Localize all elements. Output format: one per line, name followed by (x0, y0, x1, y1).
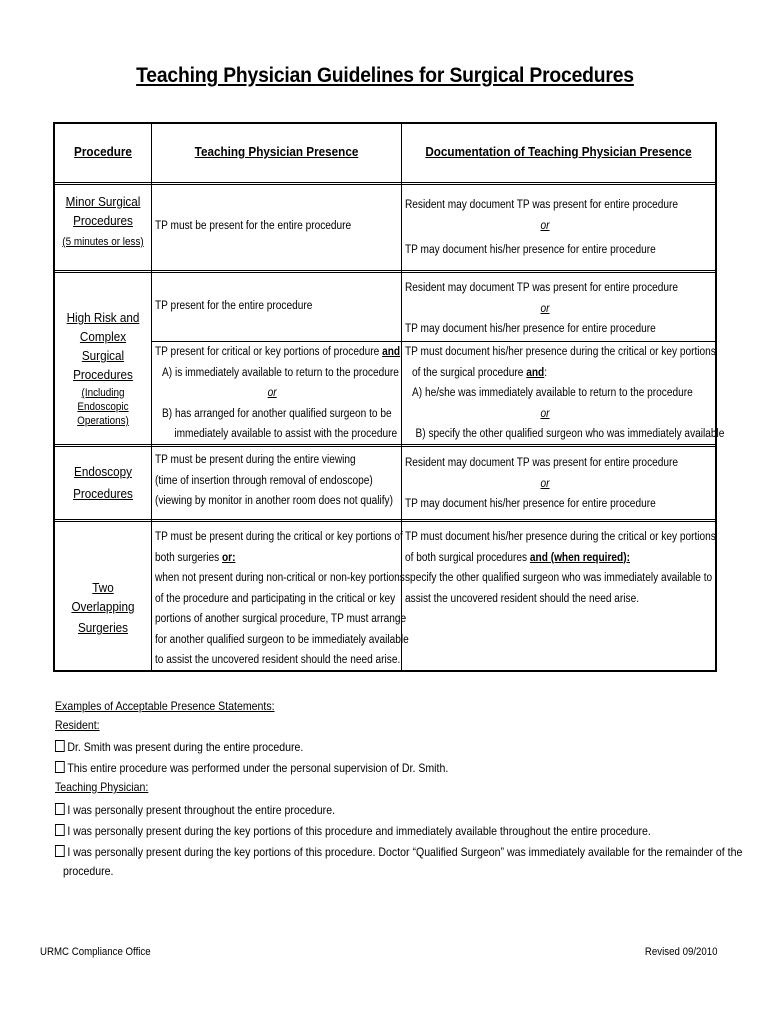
page-title: Teaching Physician Guidelines for Surgical Procedures (136, 64, 634, 87)
header-procedure: Procedure (74, 144, 132, 159)
row-overlapping-procedure: Two Overlapping Surgeries (71, 580, 135, 635)
tp-example-1: I was personally present throughout the entire procedure. (55, 800, 335, 821)
checkbox-icon (55, 845, 65, 857)
row-endoscopy-procedure: Endoscopy Procedures (73, 464, 133, 501)
header-documentation: Documentation of Teaching Physician Presence (425, 144, 692, 159)
row-high-risk-presence-b: TP present for critical or key portions of procedure and: A) is immediately available to return to the procedure or B) has arranged for another qualified surgeon to be immediately available to assist with the procedure (155, 346, 403, 440)
row-divider-3 (55, 519, 715, 522)
row-high-risk-procedure: High Risk and Complex Surgical Procedures (Including Endoscopic Operations) (66, 310, 140, 427)
examples-heading: Examples of Acceptable Presence Statements: (55, 699, 275, 713)
checkbox-icon (55, 803, 65, 815)
teaching-physician-label: Teaching Physician: (55, 780, 149, 794)
tp-example-2: I was personally present during the key portions of this procedure and immediately available throughout the entire procedure. (55, 821, 651, 842)
row-endoscopy-presence: TP must be present during the entire viewing (time of insertion through removal of endoscope) (viewing by monitor in another room does not qualify) (155, 454, 393, 507)
resident-example-2: This entire procedure was performed under the personal supervision of Dr. Smith. (55, 758, 448, 779)
guidelines-table (53, 122, 725, 672)
row-minor-documentation: Resident may document TP was present for entire procedure or TP may document his/her presence for entire procedure (405, 199, 679, 256)
footer-right: Revised 09/2010 (645, 946, 718, 958)
tp-example-3-continued: procedure. (63, 864, 114, 878)
footer-left: URMC Compliance Office (40, 946, 151, 958)
row-high-risk-documentation-b: TP must document his/her presence during the critical or key portions of the surgical procedure and: A) he/she was immediately available to return to the procedure or B) specify the other qualified surgeon who was immediately available (405, 346, 725, 440)
column-divider-1 (151, 124, 152, 670)
resident-label: Resident: (55, 718, 100, 732)
row-minor-procedure: Minor Surgical Procedures (5 minutes or less) (62, 194, 144, 248)
row-divider-1 (55, 270, 715, 273)
resident-example-1: Dr. Smith was present during the entire procedure. (55, 737, 303, 758)
row-endoscopy-documentation: Resident may document TP was present for entire procedure or TP may document his/her presence for entire procedure (405, 457, 679, 510)
row-overlapping-documentation: TP must document his/her presence during the critical or key portions of both surgical procedures and (when required): specify the other qualified surgeon who was immediately available to assist the uncovered resident should the need arise. (405, 531, 716, 605)
row-high-risk-documentation-a: Resident may document TP was present for entire procedure or TP may document his/her presence for entire procedure (405, 282, 679, 335)
header-presence: Teaching Physician Presence (194, 144, 359, 159)
checkbox-icon (55, 824, 65, 836)
tp-example-3: I was personally present during the key portions of this procedure. Doctor “Qualified Surgeon” was immediately available for the remainder of the (55, 842, 742, 863)
row-minor-presence: TP must be present for the entire procedure (155, 220, 352, 232)
row-high-risk-presence-a: TP present for the entire procedure (155, 300, 313, 312)
header-divider (55, 182, 715, 185)
checkbox-icon (55, 740, 65, 752)
checkbox-icon (55, 761, 65, 773)
row-overlapping-presence: TP must be present during the critical or key portions of both surgeries or: when not present during non-critical or non-key portions of the procedure and participating in the critical or key portions of another surgical procedure, TP must arrange for another qualified surgeon to be immediately available to assist the uncovered resident should the need arise. (155, 531, 409, 666)
